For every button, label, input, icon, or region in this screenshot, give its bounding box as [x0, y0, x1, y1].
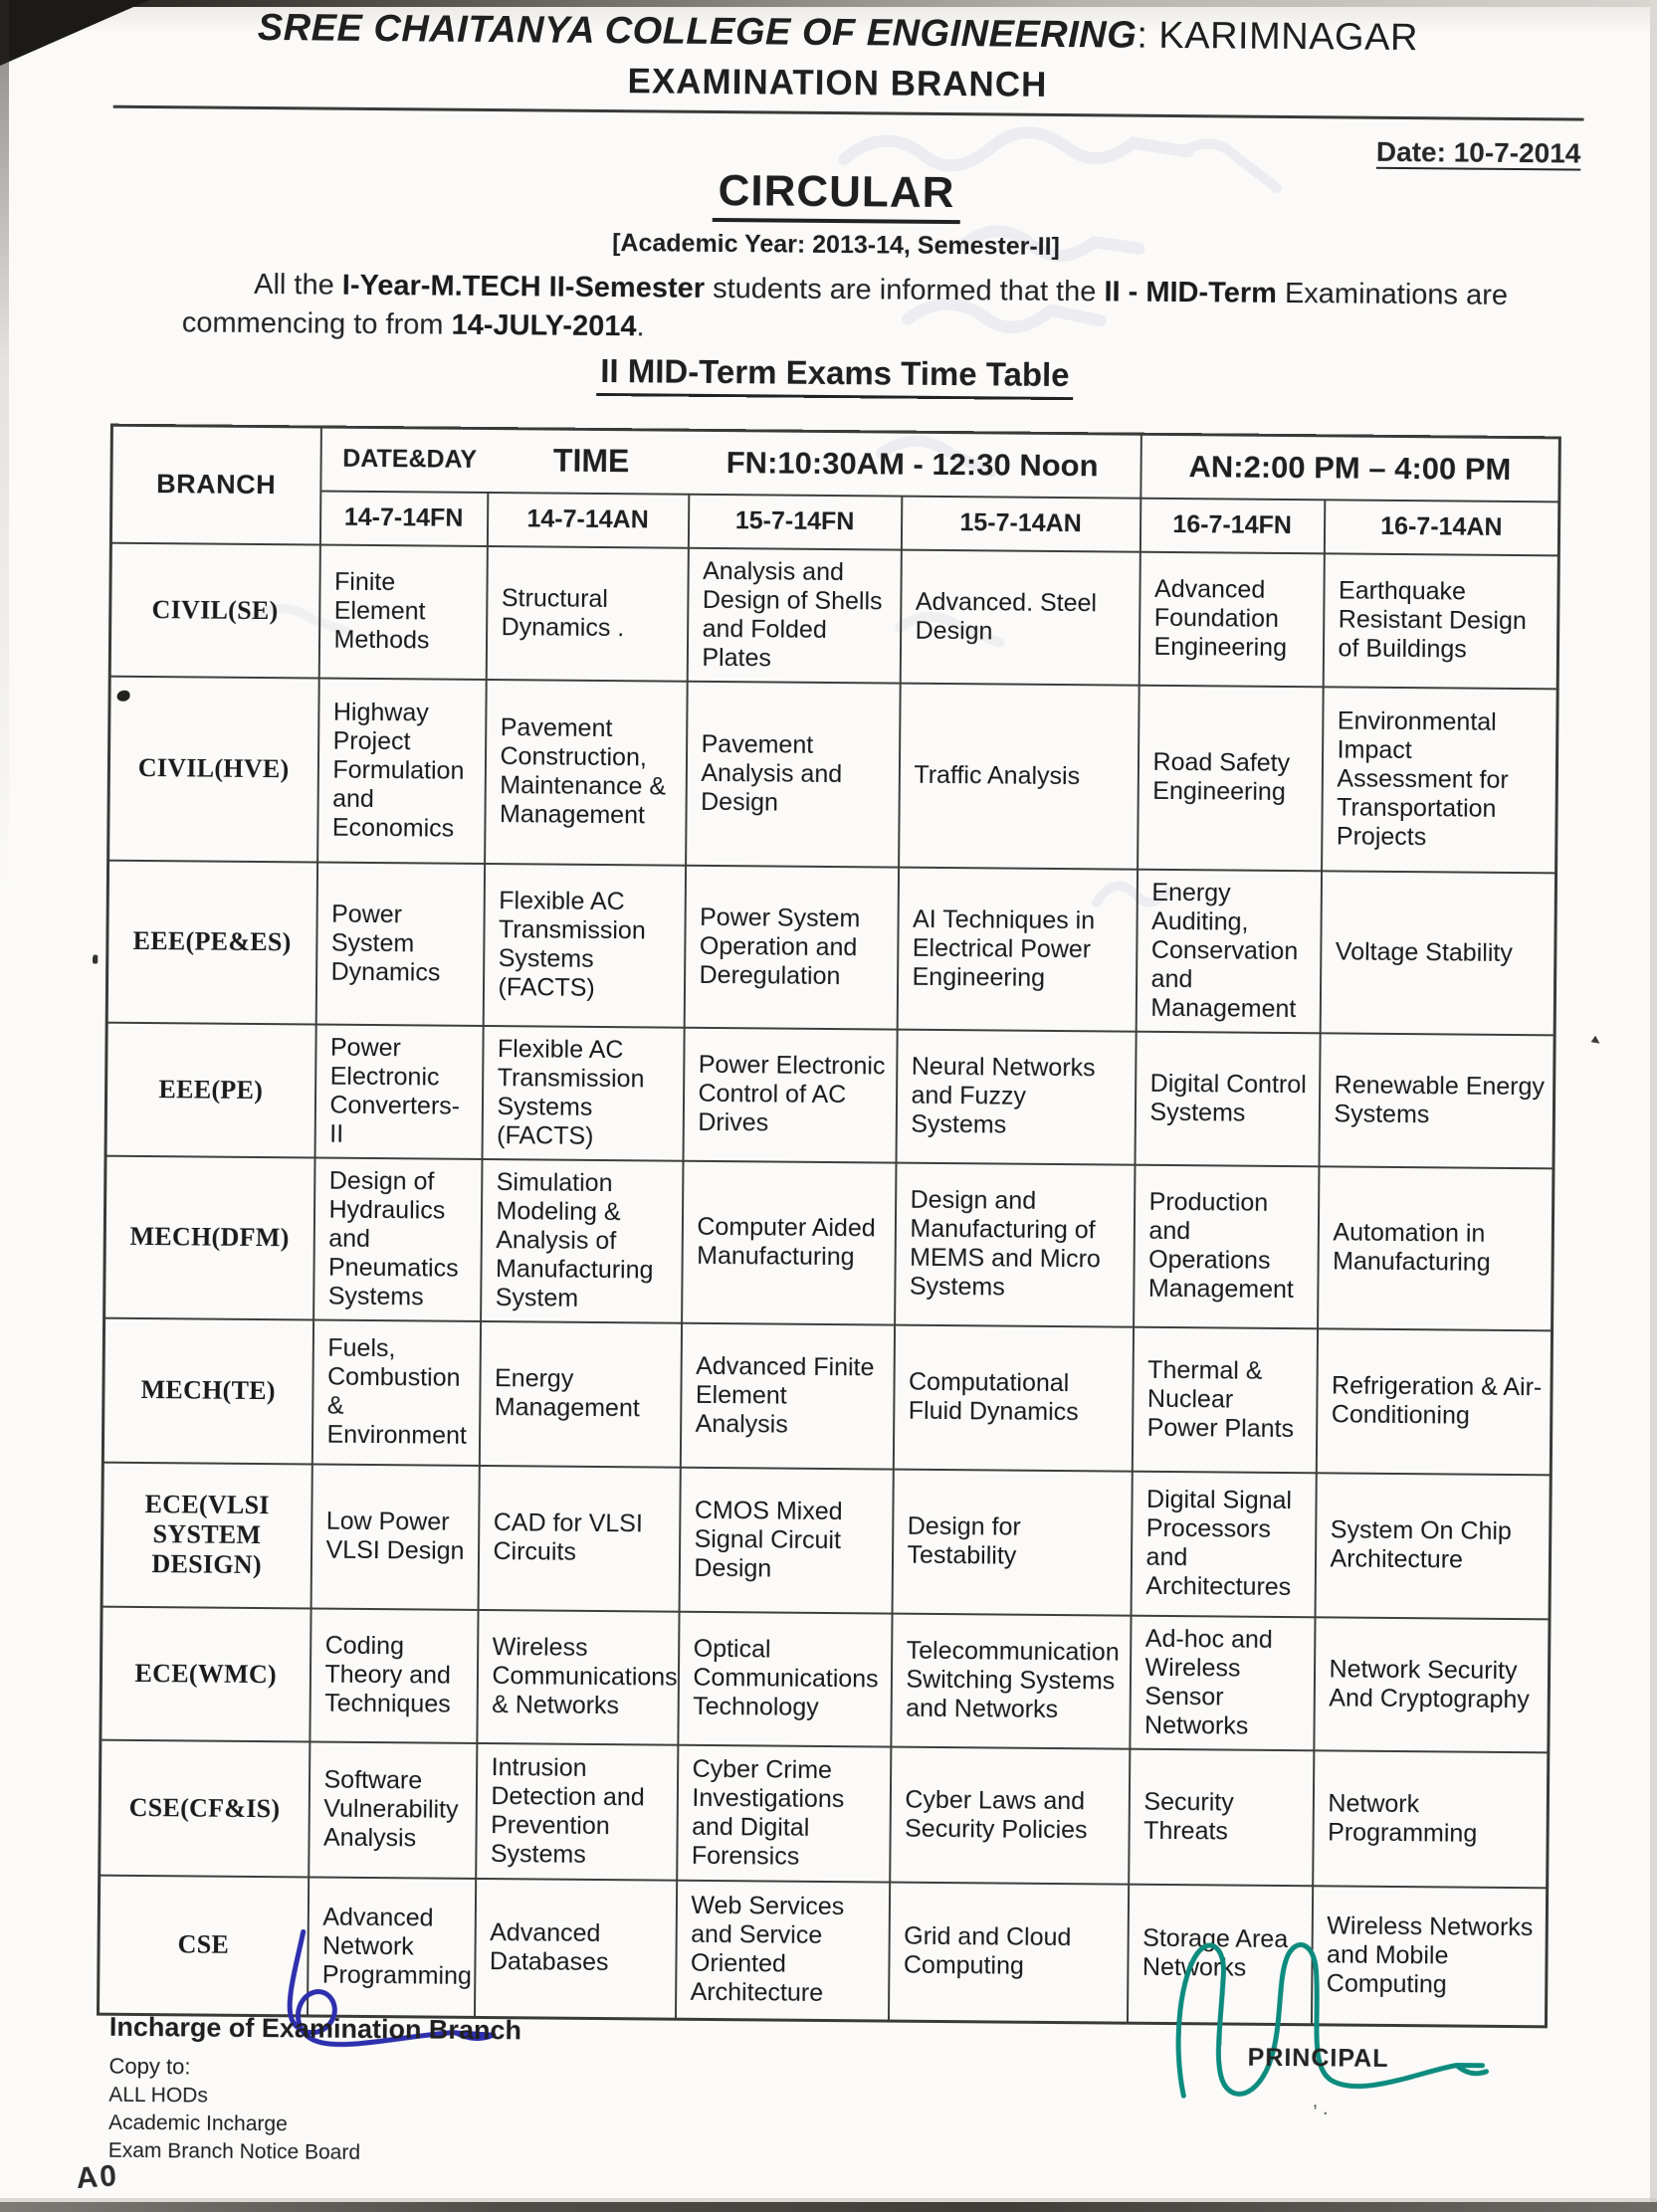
- subject-cell: Intrusion Detection and Prevention Systems: [476, 1742, 678, 1880]
- subject-cell: Pavement Analysis and Design: [686, 681, 901, 867]
- subject-cell: Grid and Cloud Computing: [888, 1882, 1128, 2023]
- subject-cell: Coding Theory and Techniques: [310, 1608, 478, 1742]
- branch-cell: EEE(PE): [105, 1022, 315, 1157]
- an-session-header: AN:2:00 PM – 4:00 PM: [1140, 434, 1560, 502]
- branch-cell: MECH(TE): [103, 1317, 312, 1464]
- table-row: [106, 860, 1555, 1035]
- subject-cell: Fuels, Combustion & Environment: [311, 1319, 480, 1465]
- branch-cell: CIVIL(SE): [109, 542, 319, 678]
- subject-cell: Thermal & Nuclear Power Plants: [1132, 1326, 1317, 1473]
- branch-cell: EEE(PE&ES): [106, 860, 316, 1024]
- subject-cell: Automation in Manufacturing: [1318, 1166, 1553, 1330]
- subject-cell: Structural Dynamics .: [486, 545, 688, 681]
- table-row: [102, 1462, 1551, 1619]
- copy-recipient: ALL HODs: [108, 2083, 208, 2108]
- subject-cell: Voltage Stability: [1320, 871, 1555, 1035]
- table-row: [105, 1022, 1554, 1168]
- timetable-title: [6, 347, 1657, 406]
- branch-cell: CSE(CF&IS): [100, 1739, 310, 1877]
- subject-cell: Flexible AC Transmission Systems (FACTS): [483, 863, 685, 1027]
- pen-ticks: ’ ·: [1313, 2102, 1330, 2124]
- branch-cell: CSE: [98, 1875, 308, 2016]
- notice-paragraph: [182, 265, 1537, 354]
- subject-cell: Power Electronic Converters-II: [314, 1024, 483, 1158]
- notice-exam-name: II - MID-Term: [1104, 276, 1278, 309]
- subject-cell: Power System Operation and Deregulation: [684, 865, 898, 1029]
- date-column-header: 16-7-14FN: [1139, 498, 1324, 553]
- subject-cell: Production and Operations Management: [1134, 1164, 1319, 1328]
- table-row: [98, 1875, 1547, 2027]
- subject-cell: Energy Auditing, Conservation and Management: [1136, 869, 1321, 1033]
- date-column-header: 15-7-14AN: [901, 496, 1140, 551]
- academic-year-line: [Academic Year: 2013-14, Semester-II]: [612, 229, 1061, 261]
- date-column-header: 15-7-14FN: [688, 494, 901, 549]
- subject-cell: Pavement Construction, Maintenance & Management: [485, 679, 688, 865]
- circular-date: Date: 10-7-2014: [1375, 135, 1581, 169]
- subject-cell: Design of Hydraulics and Pneumatics Systems: [313, 1157, 482, 1320]
- college-location: : KARIMNAGAR: [1137, 14, 1419, 60]
- subject-cell: Wireless Networks and Mobile Computing: [1311, 1886, 1547, 2027]
- subject-cell: Optical Communications Technology: [678, 1611, 892, 1746]
- subject-cell: Environmental Impact Assessment for Transportation Projects: [1322, 687, 1558, 873]
- subject-cell: Renewable Energy Systems: [1319, 1033, 1554, 1168]
- copy-recipient: Academic Incharge: [107, 2111, 288, 2136]
- branch-cell: ECE(VLSI SYSTEM DESIGN): [102, 1462, 311, 1608]
- subject-cell: Simulation Modeling & Analysis of Manufacturing System: [481, 1158, 683, 1322]
- date-column-header: 14-7-14AN: [487, 492, 688, 547]
- date-column-header: 16-7-14AN: [1324, 500, 1558, 555]
- subject-cell: Highway Project Formulation and Economics: [317, 678, 487, 863]
- subject-cell: Design for Testability: [892, 1469, 1132, 1615]
- branch-cell: CIVIL(HVE): [108, 676, 319, 862]
- notice-text: Examinations are commencing to from: [181, 277, 1509, 341]
- subject-cell: Road Safety Engineering: [1138, 685, 1324, 871]
- subject-cell: Telecommunication Switching Systems and Networks: [891, 1613, 1131, 1748]
- subject-cell: Power System Dynamics: [315, 862, 484, 1025]
- table-row: [108, 676, 1558, 873]
- notice-course: I-Year-M.TECH II-Semester: [341, 269, 706, 304]
- subject-cell: System On Chip Architecture: [1315, 1473, 1551, 1619]
- subject-cell: Network Security And Cryptography: [1314, 1617, 1550, 1752]
- subject-cell: Advanced Finite Element Analysis: [680, 1322, 894, 1469]
- subject-cell: Network Programming: [1313, 1750, 1549, 1888]
- subject-cell: Advanced Foundation Engineering: [1139, 551, 1324, 687]
- subject-cell: Analysis and Design of Shells and Folded Plates: [687, 547, 901, 683]
- subject-cell: Finite Element Methods: [318, 544, 487, 679]
- notice-text: students are informed that the: [704, 272, 1105, 308]
- subject-cell: Computer Aided Manufacturing: [682, 1160, 896, 1324]
- subject-cell: Wireless Communications & Networks: [477, 1609, 679, 1744]
- fn-session-header: [320, 427, 1141, 498]
- table-row: [101, 1606, 1550, 1752]
- branch-column-header: BRANCH: [110, 425, 320, 544]
- subject-cell: Neural Networks and Fuzzy Systems: [896, 1029, 1136, 1164]
- branch-cell: ECE(WMC): [101, 1606, 311, 1741]
- subject-cell: Refrigeration & Air- Conditioning: [1316, 1328, 1552, 1475]
- time-label: TIME: [552, 442, 630, 480]
- table-row: [104, 1155, 1553, 1330]
- ink-speck: [1591, 1036, 1600, 1044]
- table-row: [109, 542, 1558, 689]
- subject-cell: Low Power VLSI Design: [311, 1464, 479, 1609]
- copy-recipient: Exam Branch Notice Board: [107, 2138, 361, 2164]
- fn-time-range: FN:10:30AM - 12:30 Noon: [725, 444, 1099, 484]
- timetable-title-text: II MID-Term Exams Time Table: [596, 352, 1074, 400]
- handwritten-mark: A0: [75, 2159, 120, 2196]
- subject-cell: Traffic Analysis: [899, 683, 1139, 869]
- subject-cell: Digital Signal Processors and Architectures: [1131, 1471, 1316, 1617]
- college-name: SREE CHAITANYA COLLEGE OF ENGINEERING: [257, 6, 1138, 57]
- subject-cell: Ad-hoc and Wireless Sensor Networks: [1130, 1615, 1315, 1750]
- subject-cell: Computational Fluid Dynamics: [893, 1324, 1133, 1471]
- subject-cell: Advanced. Steel Design: [900, 549, 1139, 685]
- timetable-body: [98, 542, 1558, 2027]
- exam-timetable: [97, 424, 1561, 2029]
- subject-cell: Advanced Databases: [474, 1878, 676, 2019]
- subject-cell: Energy Management: [479, 1320, 681, 1467]
- subject-cell: Web Services and Service Oriented Architecture: [675, 1880, 889, 2021]
- subject-cell: AI Techniques in Electrical Power Engineering: [897, 867, 1137, 1031]
- incharge-label: Incharge of Examination Branch: [108, 2011, 522, 2046]
- notice-text: All the: [254, 268, 342, 302]
- table-row: [100, 1739, 1549, 1888]
- college-title: [9, 5, 1657, 63]
- subject-cell: Cyber Laws and Security Policies: [890, 1746, 1130, 1884]
- subject-cell: Storage Area Networks: [1128, 1884, 1313, 2025]
- principal-label: PRINCIPAL: [1247, 2043, 1389, 2073]
- subject-cell: Power Electronic Control of AC Drives: [683, 1027, 897, 1162]
- date-day-label: DATE&DAY: [342, 444, 478, 475]
- ink-speck: [93, 955, 98, 964]
- notice-text: .: [636, 310, 645, 343]
- circular-heading-text: CIRCULAR: [712, 166, 960, 224]
- subject-cell: Design and Manufacturing of MEMS and Micro Systems: [895, 1162, 1135, 1326]
- subject-cell: Cyber Crime Investigations and Digital Forensics: [677, 1744, 891, 1882]
- subject-cell: Earthquake Resistant Design of Buildings: [1323, 553, 1558, 689]
- subject-cell: Digital Control Systems: [1135, 1031, 1320, 1166]
- circular-heading: [8, 160, 1657, 231]
- subject-cell: CAD for VLSI Circuits: [478, 1465, 680, 1611]
- date-column-header: 14-7-14FN: [319, 491, 487, 545]
- examination-branch-title: EXAMINATION BRANCH: [627, 62, 1048, 104]
- subject-cell: CMOS Mixed Signal Circuit Design: [679, 1467, 893, 1613]
- branch-cell: MECH(DFM): [104, 1155, 314, 1319]
- notice-start-date: 14-JULY-2014: [451, 308, 637, 343]
- subject-cell: Software Vulnerability Analysis: [309, 1741, 477, 1878]
- subject-cell: Security Threats: [1129, 1748, 1314, 1886]
- subject-cell: Flexible AC Transmission Systems (FACTS): [482, 1025, 684, 1160]
- copy-to-label: Copy to:: [108, 2053, 191, 2080]
- table-row: [103, 1317, 1552, 1475]
- subject-cell: Advanced Network Programming: [307, 1877, 475, 2017]
